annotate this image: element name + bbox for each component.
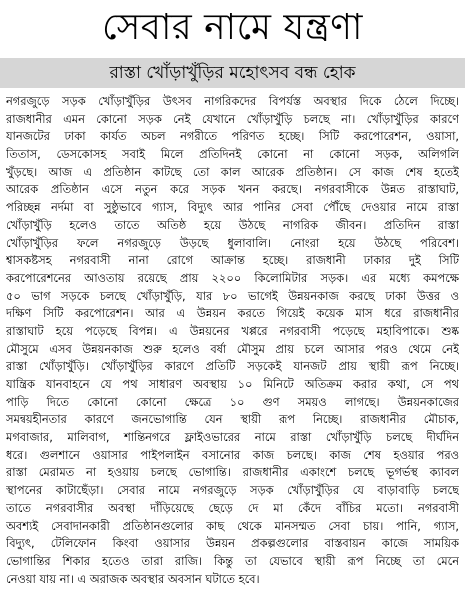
headline: সেবার নামে যন্ত্রণা xyxy=(102,7,363,48)
article-line: মগবাজার, মালিবাগ, শান্তিনগরে ফ্লাইওভারের নামে রাস্তা খোঁড়াখুঁড়ি চলছে দীর্ঘদিন xyxy=(6,430,459,445)
article-line: করপোরেশনের আওতায় রয়েছে প্রায় ২২০০ কিলোমিটার সড়ক। এর মধ্যে কমপক্ষে xyxy=(6,270,459,285)
article-line: তিতাস, ডেসকোসহ সবাই মিলে প্রতিদিনই কোনো না কোনো সড়ক, অলিগলি xyxy=(6,147,459,162)
article-line: নগরজুড়ে সড়ক খোঁড়াখুঁড়ির উৎসব নাগরিকদের বিপর্যস্ত অবস্থার দিকে ঠেলে দিচ্ছে। xyxy=(6,94,459,108)
article-line: দক্ষিণ সিটি করপোরেশন। আর এ উন্নয়ন করতে গিয়েই কয়েক মাস ধরে রাজধানীর xyxy=(6,306,459,321)
article-line: খুঁড়ছে। আজ এ প্রতিষ্ঠান কাটছে তো কাল আরেক প্রতিষ্ঠান। সে কাজ শেষ হতেই xyxy=(6,164,459,179)
article-line: তাতে নগরবাসীর অবস্থা দাঁড়িয়েছে ছেড়ে দে মা কেঁদে বাঁচির মতো। নগরবাসী xyxy=(6,500,459,515)
article-line: খোঁড়াখুঁড়ি হলেও তাতে অতিষ্ঠ হয়ে উঠছে নাগরিক জীবন। প্রতিদিন রাস্তা xyxy=(6,217,459,232)
article-line: রাস্তাঘাট হয়ে পড়েছে বিপন্ন। এ উন্নয়নের খপ্পরে নগরবাসী পড়েছে মহাবিপাকে। শুষ্ক xyxy=(6,323,459,338)
article-line: ৫০ ভাগ সড়কে চলছে খোঁড়াখুঁড়ি, যার ৮০ ভাগেই উন্নয়নকাজ করছে ঢাকা উত্তর ও xyxy=(6,288,459,303)
article-line: ধরে। গুলশানে ওয়াসার পাইপলাইন বসানোর কাজ চলছে। কাজ শেষ হওয়ার পরও xyxy=(6,447,459,462)
article-line: খোঁড়াখুঁড়ির ফলে নগরজুড়ে উড়ছে ধুলাবালি। নোংরা হয়ে উঠছে পরিবেশ। xyxy=(6,235,459,250)
article-line: অবশ্যই সেবাদানকারী প্রতিষ্ঠানগুলোর কাছ থেকে মানসম্মত সেবা চায়। পানি, গ্যাস, xyxy=(6,518,459,533)
article-line: পাড়ি দিতে কোনো কোনো ক্ষেত্রে ১০ গুণ সময়ও লাগছে। উন্নয়নকাজের xyxy=(6,394,459,409)
article-line: রাস্তা খোঁড়াখুঁড়ি। খোঁড়াখুঁড়ির কারণে প্রতিটি সড়কেই যানজট প্রায় স্থায়ী রূপ নিচ্ছে। xyxy=(6,359,459,374)
article-line: রাস্তা মেরামত না হওয়ায় চলছে ভোগান্তি। রাজধানীর একাংশে চলছে ভূগর্ভস্থ ক্যাবল xyxy=(6,465,459,480)
article-line: যান্ত্রিক যানবাহনে যে পথ সাধারণ অবস্থায় ১০ মিনিটে অতিক্রম করার কথা, সে পথ xyxy=(6,377,459,391)
article-body xyxy=(6,93,459,588)
article-line: স্থাপনের কাটাছেঁড়া। সেবার নামে নগরজুড়ে সড়ক খোঁড়াখুঁড়ির যে বাড়াবাড়ি চলছে xyxy=(6,483,459,498)
subheadline: রাস্তা খোঁড়াখুঁড়ির মহোৎসব বন্ধ হোক xyxy=(109,63,356,83)
article-line: নেওয়া যায় না। এ অরাজক অবস্থার অবসান ঘটাতে হবে। xyxy=(6,571,260,586)
subheadline-bar xyxy=(0,58,465,88)
article-line: বিদ্যুৎ, টেলিফোন কিংবা ওয়াসার উন্নয়ন প্রকল্পগুলোর বাস্তবায়ন কাজে সাময়িক xyxy=(6,536,459,551)
article-line: শ্বাসকষ্টসহ নগরবাসী নানা রোগে আক্রান্ত হচ্ছে। রাজধানী ঢাকার দুই সিটি xyxy=(6,253,459,268)
article-line: রাজধানীর এমন কোনো সড়ক নেই যেখানে খোঁড়াখুঁড়ি চলছে না। খোঁড়াখুঁড়ির কারণে xyxy=(6,111,459,126)
article-line: ভোগান্তির শিকার হতেও তারা রাজি। কিন্তু তা যেভাবে স্থায়ী রূপ নিচ্ছে তা মেনে xyxy=(6,553,459,568)
article-line: যানজটের ঢাকা কার্যত অচল নগরীতে পরিণত হচ্ছে। সিটি করপোরেশন, ওয়াসা, xyxy=(6,129,459,144)
article-line: সমন্বয়হীনতার কারণে জনভোগান্তি যেন স্থায়ী রূপ নিচ্ছে। রাজধানীর মৌচাক, xyxy=(6,412,459,427)
article-line: আরেক প্রতিষ্ঠান এসে নতুন করে সড়ক খনন করছে। নগরবাসীকে উন্নত রাস্তাঘাট, xyxy=(6,182,459,197)
article-line: পরিচ্ছন্ন নর্দমা বা সুষ্ঠুভাবে গ্যাস, বিদ্যুৎ আর পানির সেবা পৌঁছে দেওয়ার নামে রাস্তা xyxy=(6,200,459,215)
article-line: মৌসুমে এসব উন্নয়নকাজ শুরু হলেও বর্ষা মৌসুম প্রায় চলে আসার পরও থেমে নেই xyxy=(6,341,459,356)
